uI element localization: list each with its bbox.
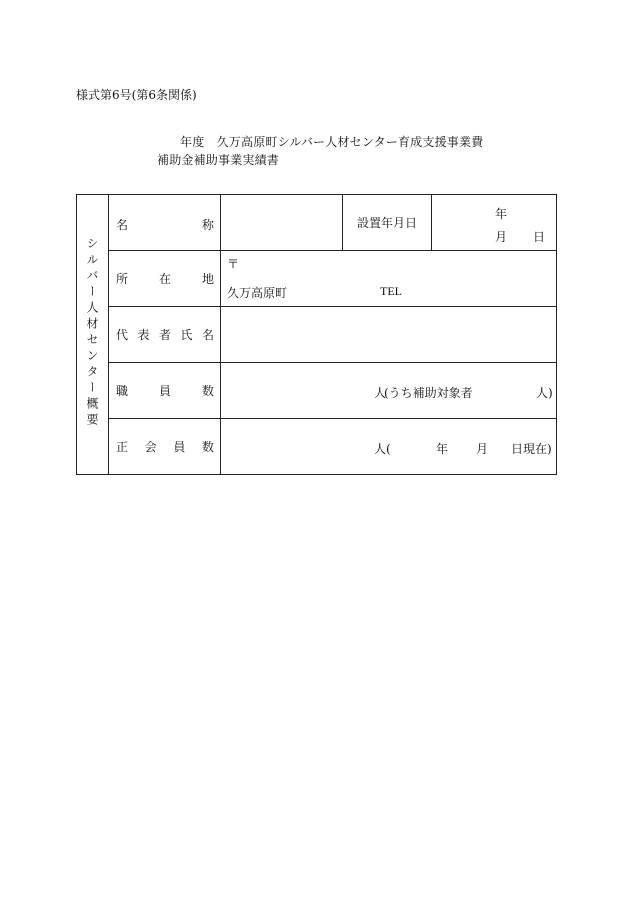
staff-target-unit: 人)	[536, 386, 553, 400]
representative-label-cell	[109, 307, 221, 363]
row-name	[77, 195, 557, 251]
representative-label-char: 者	[158, 328, 171, 342]
staff-label-cell	[109, 363, 221, 419]
members-label-char: 員	[173, 440, 186, 454]
established-date-field[interactable]	[432, 195, 557, 251]
representative-label-char: 表	[137, 328, 150, 342]
postal-mark: 〒	[227, 257, 240, 271]
document-title-line1: 年度 久万高原町シルバー人材センター育成支援事業費	[180, 135, 484, 149]
location-label-char: 地	[201, 272, 214, 286]
representative-label-char: 氏	[180, 328, 193, 342]
representative-name-field[interactable]	[221, 307, 557, 363]
row-staff	[77, 363, 557, 419]
section-label: シルバー人材センター概要	[85, 237, 99, 429]
members-as-of-label: 日現在)	[511, 442, 552, 456]
name-label-char: 称	[201, 218, 214, 232]
address-field[interactable]	[221, 251, 557, 307]
staff-label-char: 職	[116, 384, 129, 398]
row-location	[77, 251, 557, 307]
name-label-cell	[109, 195, 221, 251]
location-label-cell	[109, 251, 221, 307]
members-label-char: 正	[116, 440, 129, 454]
row-representative	[77, 307, 557, 363]
tel-label: TEL	[380, 284, 402, 298]
staff-label-char: 数	[201, 384, 214, 398]
established-month-label: 月	[495, 230, 508, 244]
section-label-cell	[77, 195, 109, 475]
address-town: 久万高原町	[227, 286, 288, 300]
established-day-label: 日	[533, 230, 546, 244]
name-label-char: 名	[116, 218, 129, 232]
members-person-unit: 人(	[374, 442, 391, 456]
members-label-char: 数	[201, 440, 214, 454]
members-year-label: 年	[436, 442, 449, 456]
members-count-field[interactable]	[221, 419, 557, 475]
established-year-label: 年	[495, 207, 508, 221]
representative-label-char: 名	[201, 328, 214, 342]
established-label: 設置年月日	[343, 195, 432, 251]
members-label-char: 会	[144, 440, 157, 454]
staff-person-unit: 人	[374, 386, 387, 400]
members-label-cell	[109, 419, 221, 475]
location-label-char: 在	[158, 272, 171, 286]
members-month-label: 月	[476, 442, 489, 456]
form-number: 様式第6号(第6条関係)	[76, 88, 197, 102]
staff-target-label: (うち補助対象者	[384, 386, 473, 400]
document-title-line2: 補助金補助事業実績書	[157, 153, 280, 167]
staff-count-field[interactable]	[221, 363, 557, 419]
name-value-field[interactable]	[221, 195, 343, 251]
staff-label-char: 員	[158, 384, 171, 398]
location-label-char: 所	[116, 272, 129, 286]
report-table	[76, 194, 557, 475]
representative-label-char: 代	[116, 328, 129, 342]
row-members	[77, 419, 557, 475]
